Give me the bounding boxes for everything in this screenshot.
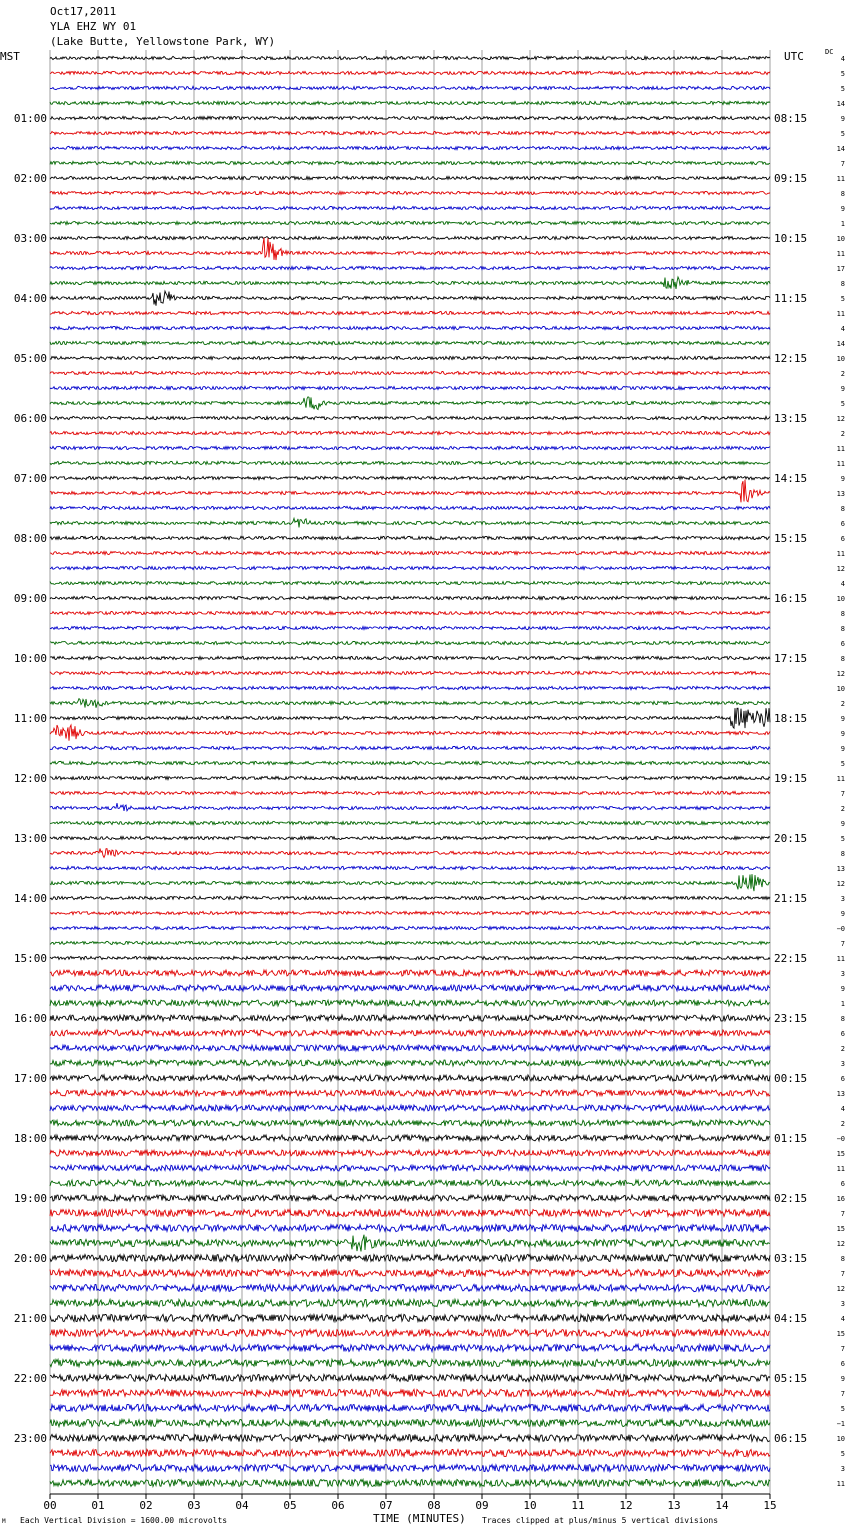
utc-hour-label: 20:15	[774, 832, 808, 845]
dc-offset-label: 8	[840, 1015, 845, 1023]
utc-hour-label: 08:15	[774, 112, 808, 125]
dc-offset-label: 9	[840, 745, 845, 753]
trace-row	[50, 1120, 770, 1126]
dc-offset-label: 4	[840, 1315, 845, 1323]
trace-row	[50, 1254, 770, 1261]
dc-offset-label: 6	[840, 535, 845, 543]
trace-row	[50, 1404, 770, 1411]
trace-row	[50, 761, 770, 764]
utc-hour-label: 01:15	[774, 1132, 808, 1145]
trace-row	[50, 431, 770, 434]
dc-offset-label: 2	[840, 370, 845, 378]
mst-hour-label: 16:00	[13, 1012, 47, 1025]
trace-row	[50, 686, 770, 689]
trace-row	[50, 1374, 770, 1381]
dc-offset-label: 10	[836, 685, 845, 693]
dc-offset-label: 11	[836, 955, 845, 963]
trace-row	[50, 1045, 770, 1051]
trace-row	[50, 1075, 770, 1081]
dc-offset-label: 4	[840, 55, 845, 63]
dc-offset-label: 5	[840, 835, 845, 843]
dc-offset-label: 9	[840, 205, 845, 213]
dc-offset-label: 4	[840, 1105, 845, 1113]
trace-row	[50, 356, 770, 359]
utc-hour-label: 03:15	[774, 1252, 808, 1265]
dc-offset-label: 8	[840, 655, 845, 663]
trace-row	[50, 277, 770, 289]
trace-row	[50, 956, 770, 959]
mst-hour-label: 21:00	[13, 1312, 47, 1325]
dc-offset-label: 5	[840, 1450, 845, 1458]
utc-hour-label: 09:15	[774, 172, 808, 185]
trace-row	[50, 985, 770, 991]
dc-offset-label: 11	[836, 1480, 845, 1488]
mst-hour-label: 22:00	[13, 1372, 47, 1385]
trace-row	[50, 71, 770, 74]
trace-row	[50, 341, 770, 344]
x-tick-label: 13	[667, 1499, 681, 1512]
utc-hour-label: 14:15	[774, 472, 808, 485]
trace-row	[50, 821, 770, 824]
utc-hour-label: 05:15	[774, 1372, 808, 1385]
header-station: YLA EHZ WY 01	[50, 20, 137, 33]
header-location: (Lake Butte, Yellowstone Park, WY)	[50, 35, 276, 48]
x-tick-label: 01	[91, 1499, 105, 1512]
dc-offset-label: 9	[840, 985, 845, 993]
mst-hour-label: 04:00	[13, 292, 47, 305]
dc-offset-label: −0	[836, 925, 845, 933]
dc-offset-label: 3	[840, 1465, 845, 1473]
dc-offset-labels	[837, 55, 845, 1488]
dc-offset-label: 11	[836, 775, 845, 783]
dc-offset-label: 2	[840, 700, 845, 708]
trace-row	[50, 1389, 770, 1396]
trace-row	[50, 596, 770, 599]
utc-hour-label: 13:15	[774, 412, 808, 425]
trace-row	[50, 386, 770, 389]
dc-offset-label: 11	[836, 460, 845, 468]
corner-mark: M	[2, 1518, 6, 1525]
x-tick-label: 11	[571, 1499, 585, 1512]
dc-offset-label: 8	[840, 625, 845, 633]
trace-row	[50, 776, 770, 779]
trace-row	[50, 1209, 770, 1216]
dc-offset-label: 7	[840, 1390, 845, 1398]
trace-row	[50, 506, 770, 509]
dc-offset-label: 11	[836, 175, 845, 183]
dc-offset-label: 9	[840, 385, 845, 393]
dc-offset-label: −1	[836, 1420, 845, 1428]
utc-hour-labels	[774, 112, 807, 1445]
trace-row	[50, 708, 770, 728]
trace-row	[50, 671, 770, 674]
mst-hour-label: 20:00	[13, 1252, 47, 1265]
trace-row	[50, 1030, 770, 1036]
trace-row	[50, 1434, 770, 1441]
trace-row	[50, 56, 770, 59]
x-tick-label: 04	[235, 1499, 249, 1512]
trace-row	[50, 131, 770, 134]
mst-hour-label: 02:00	[13, 172, 47, 185]
utc-hour-label: 04:15	[774, 1312, 808, 1325]
dc-offset-label: 14	[836, 145, 845, 153]
dc-offset-label: 15	[836, 1150, 845, 1158]
utc-hour-label: 02:15	[774, 1192, 808, 1205]
dc-offset-label: 7	[840, 1210, 845, 1218]
trace-row	[50, 1299, 770, 1306]
dc-offset-label: 11	[836, 550, 845, 558]
trace-row	[50, 941, 770, 944]
utc-hour-label: 19:15	[774, 772, 808, 785]
trace-row	[50, 476, 770, 479]
trace-row	[50, 1180, 770, 1186]
mst-hour-label: 03:00	[13, 232, 47, 245]
mst-timezone-label: MST	[0, 50, 20, 63]
trace-row	[50, 221, 770, 224]
dc-offset-label: 11	[836, 310, 845, 318]
trace-row	[50, 866, 770, 869]
mst-hour-label: 05:00	[13, 352, 47, 365]
dc-column-label: DC	[825, 48, 834, 56]
trace-row	[50, 206, 770, 209]
utc-timezone-label: UTC	[784, 50, 804, 63]
trace-row	[50, 791, 770, 794]
trace-row	[50, 236, 770, 239]
dc-offset-label: 2	[840, 1120, 845, 1128]
utc-hour-label: 00:15	[774, 1072, 808, 1085]
utc-hour-label: 15:15	[774, 532, 808, 545]
header-date: Oct17,2011	[50, 5, 117, 18]
dc-offset-label: 3	[840, 970, 845, 978]
trace-row	[50, 518, 770, 527]
mst-hour-label: 06:00	[13, 412, 47, 425]
trace-row	[50, 1195, 770, 1201]
trace-row	[50, 849, 770, 858]
utc-hour-label: 10:15	[774, 232, 808, 245]
dc-offset-label: 8	[840, 190, 845, 198]
trace-row	[50, 1449, 770, 1456]
dc-offset-label: 2	[840, 805, 845, 813]
x-tick-label: 00	[43, 1499, 57, 1512]
x-tick-label: 05	[283, 1499, 297, 1512]
dc-offset-label: 5	[840, 70, 845, 78]
dc-offset-label: 4	[840, 580, 845, 588]
dc-offset-label: 6	[840, 1075, 845, 1083]
trace-row	[50, 566, 770, 569]
trace-row	[50, 311, 770, 314]
trace-row	[50, 874, 770, 891]
dc-offset-label: 5	[840, 400, 845, 408]
x-tick-label: 02	[139, 1499, 153, 1512]
dc-offset-label: 6	[840, 520, 845, 528]
trace-row	[50, 146, 770, 149]
trace-row	[50, 101, 770, 104]
dc-offset-label: 11	[836, 1165, 845, 1173]
trace-row	[50, 86, 770, 89]
dc-offset-label: 14	[836, 100, 845, 108]
trace-row	[50, 1165, 770, 1171]
trace-row	[50, 291, 770, 306]
trace-row	[50, 626, 770, 629]
trace-row	[50, 1329, 770, 1336]
x-tick-label: 15	[763, 1499, 777, 1512]
x-axis-title: TIME (MINUTES)	[373, 1512, 466, 1525]
mst-hour-label: 10:00	[13, 652, 47, 665]
trace-row	[50, 416, 770, 419]
trace-row	[50, 1359, 770, 1366]
trace-row	[50, 1090, 770, 1096]
dc-offset-label: 9	[840, 730, 845, 738]
utc-hour-label: 17:15	[774, 652, 808, 665]
dc-offset-label: 11	[836, 250, 845, 258]
dc-offset-label: 2	[840, 1045, 845, 1053]
dc-offset-label: 9	[840, 910, 845, 918]
mst-hour-label: 09:00	[13, 592, 47, 605]
trace-row	[50, 926, 770, 929]
x-axis-ticks	[43, 1494, 776, 1512]
utc-hour-label: 23:15	[774, 1012, 808, 1025]
trace-row	[50, 551, 770, 554]
trace-row	[50, 1269, 770, 1276]
dc-offset-label: 13	[836, 865, 845, 873]
dc-offset-label: 13	[836, 1090, 845, 1098]
x-tick-label: 03	[187, 1499, 201, 1512]
dc-offset-label: 5	[840, 85, 845, 93]
dc-offset-label: 7	[840, 1345, 845, 1353]
mst-hour-label: 18:00	[13, 1132, 47, 1145]
trace-row	[50, 1464, 770, 1471]
x-tick-label: 10	[523, 1499, 537, 1512]
dc-offset-label: 12	[836, 1285, 845, 1293]
mst-hour-label: 12:00	[13, 772, 47, 785]
dc-offset-label: 9	[840, 1375, 845, 1383]
trace-row	[50, 1135, 770, 1141]
dc-offset-label: 2	[840, 430, 845, 438]
x-tick-label: 09	[475, 1499, 489, 1512]
dc-offset-label: −0	[836, 1135, 845, 1143]
dc-offset-label: 6	[840, 1360, 845, 1368]
dc-offset-label: 8	[840, 280, 845, 288]
dc-offset-label: 10	[836, 235, 845, 243]
dc-offset-label: 1	[840, 1000, 845, 1008]
dc-offset-label: 14	[836, 340, 845, 348]
dc-offset-label: 8	[840, 850, 845, 858]
time-gridlines	[50, 50, 770, 1494]
trace-row	[50, 611, 770, 614]
mst-hour-label: 13:00	[13, 832, 47, 845]
dc-offset-label: 10	[836, 595, 845, 603]
trace-row	[50, 1015, 770, 1021]
trace-row	[50, 191, 770, 194]
trace-row	[50, 397, 770, 410]
utc-hour-label: 06:15	[774, 1432, 808, 1445]
dc-offset-label: 3	[840, 895, 845, 903]
trace-row	[50, 536, 770, 539]
dc-offset-label: 7	[840, 940, 845, 948]
dc-offset-label: 12	[836, 1240, 845, 1248]
trace-row	[50, 581, 770, 584]
trace-row	[50, 1314, 770, 1321]
x-tick-label: 12	[619, 1499, 633, 1512]
scale-note: Each Vertical Division = 1600.00 microvolts	[20, 1516, 228, 1525]
dc-offset-label: 6	[840, 1030, 845, 1038]
trace-row	[50, 1284, 770, 1291]
seismic-traces	[50, 56, 770, 1486]
trace-row	[50, 803, 770, 811]
x-tick-label: 07	[379, 1499, 393, 1512]
trace-row	[50, 116, 770, 119]
trace-row	[50, 896, 770, 899]
utc-hour-label: 18:15	[774, 712, 808, 725]
dc-offset-label: 3	[840, 1300, 845, 1308]
dc-offset-label: 9	[840, 715, 845, 723]
x-tick-label: 14	[715, 1499, 729, 1512]
trace-row	[50, 1344, 770, 1351]
trace-row	[50, 266, 770, 269]
utc-hour-label: 16:15	[774, 592, 808, 605]
trace-row	[50, 371, 770, 374]
trace-row	[50, 480, 770, 503]
x-tick-label: 06	[331, 1499, 345, 1512]
dc-offset-label: 3	[840, 1060, 845, 1068]
dc-offset-label: 5	[840, 1405, 845, 1413]
mst-hour-label: 08:00	[13, 532, 47, 545]
mst-hour-label: 11:00	[13, 712, 47, 725]
dc-offset-label: 7	[840, 790, 845, 798]
dc-offset-label: 12	[836, 670, 845, 678]
mst-hour-label: 01:00	[13, 112, 47, 125]
dc-offset-label: 8	[840, 1255, 845, 1263]
trace-row	[50, 446, 770, 449]
dc-offset-label: 10	[836, 1435, 845, 1443]
trace-row	[50, 1235, 770, 1252]
mst-hour-label: 19:00	[13, 1192, 47, 1205]
trace-row	[50, 176, 770, 179]
trace-row	[50, 461, 770, 464]
dc-offset-label: 10	[836, 355, 845, 363]
dc-offset-label: 7	[840, 160, 845, 168]
dc-offset-label: 9	[840, 115, 845, 123]
trace-row	[50, 326, 770, 329]
clip-note: Traces clipped at plus/minus 5 vertical divisions	[482, 1516, 719, 1525]
trace-row	[50, 1479, 770, 1486]
dc-offset-label: 13	[836, 490, 845, 498]
dc-offset-label: 12	[836, 880, 845, 888]
dc-offset-label: 8	[840, 505, 845, 513]
dc-offset-label: 5	[840, 760, 845, 768]
trace-row	[50, 641, 770, 644]
mst-hour-label: 17:00	[13, 1072, 47, 1085]
trace-row	[50, 1105, 770, 1111]
dc-offset-label: 16	[836, 1195, 845, 1203]
dc-offset-label: 7	[840, 1270, 845, 1278]
mst-hour-label: 15:00	[13, 952, 47, 965]
dc-offset-label: 17	[836, 265, 845, 273]
dc-offset-label: 12	[836, 565, 845, 573]
dc-offset-label: 5	[840, 295, 845, 303]
trace-row	[50, 1000, 770, 1006]
dc-offset-label: 9	[840, 820, 845, 828]
utc-hour-label: 22:15	[774, 952, 808, 965]
dc-offset-label: 5	[840, 130, 845, 138]
trace-row	[50, 746, 770, 749]
trace-row	[50, 1060, 770, 1066]
utc-hour-label: 21:15	[774, 892, 808, 905]
trace-row	[50, 238, 770, 261]
mst-hour-label: 07:00	[13, 472, 47, 485]
trace-row	[50, 161, 770, 164]
dc-offset-label: 8	[840, 610, 845, 618]
mst-hour-label: 23:00	[13, 1432, 47, 1445]
trace-row	[50, 699, 770, 708]
dc-offset-label: 15	[836, 1330, 845, 1338]
dc-offset-label: 6	[840, 1180, 845, 1188]
dc-offset-label: 1	[840, 220, 845, 228]
trace-row	[50, 1419, 770, 1426]
utc-hour-label: 12:15	[774, 352, 808, 365]
mst-hour-label: 14:00	[13, 892, 47, 905]
dc-offset-label: 9	[840, 475, 845, 483]
trace-row	[50, 911, 770, 914]
utc-hour-label: 11:15	[774, 292, 808, 305]
mst-hour-labels	[14, 112, 47, 1445]
dc-offset-label: 4	[840, 325, 845, 333]
trace-row	[50, 970, 770, 976]
trace-row	[50, 1224, 770, 1231]
trace-row	[50, 656, 770, 659]
dc-offset-label: 15	[836, 1225, 845, 1233]
x-tick-label: 08	[427, 1499, 441, 1512]
dc-offset-label: 12	[836, 415, 845, 423]
trace-row	[50, 1150, 770, 1156]
trace-row	[50, 836, 770, 839]
dc-offset-label: 11	[836, 445, 845, 453]
dc-offset-label: 6	[840, 640, 845, 648]
trace-row	[50, 725, 770, 741]
